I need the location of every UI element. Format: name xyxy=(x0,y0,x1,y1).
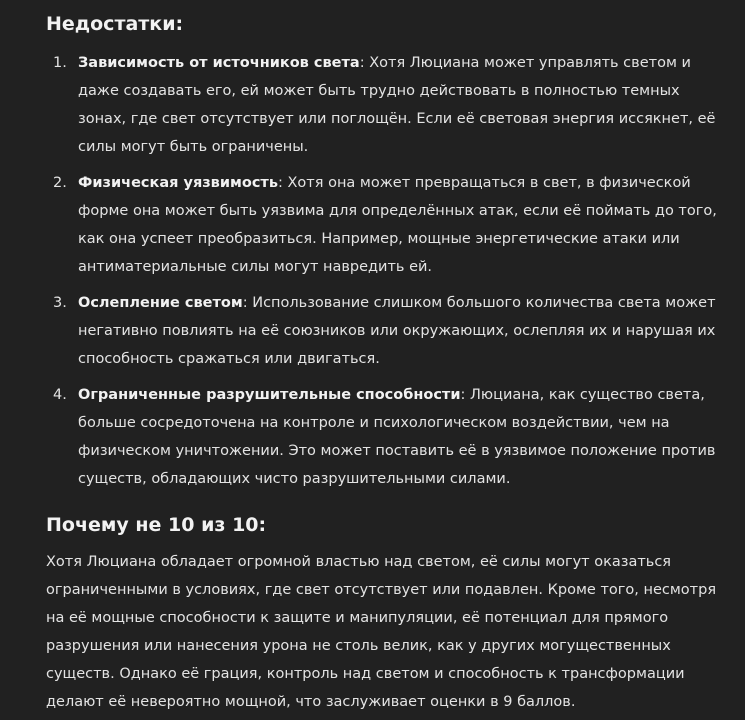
list-item xyxy=(46,169,727,281)
conclusion-paragraph: Хотя Люциана обладает огромной властью над светом, её силы могут оказаться ограниченными в условиях, где свет отсутствует или подавлен. Кроме того, несмотря на её мощные способности к защите и манипуляции, её потенциал для прямого разрушения или нанесения урона не столь велик, как у других могущественных существ. Однако её грация, контроль над светом и способность к трансформации делают её невероятно мощной, что заслуживает оценки в 9 баллов. xyxy=(46,554,717,710)
list-item-term: Ограниченные разрушительные способности xyxy=(78,387,461,403)
list-item-text: : Люциана, как существо света, больше сосредоточена на контроле и психологическом воздействии, чем на физическом уничтожении. Это может поставить её в уязвимое положение против существ, обладающих чисто разрушительными силами. xyxy=(78,387,716,487)
list-item xyxy=(46,49,727,161)
list-item-term: Зависимость от источников света xyxy=(78,55,360,71)
list-item-number: 1. xyxy=(53,55,67,71)
section-heading-drawbacks: Недостатки: xyxy=(46,13,184,35)
list-item-text: : Хотя она может превращаться в свет, в физической форме она может быть уязвима для определённых атак, если её поймать до того, как она успеет преобразиться. Например, мощные энергетические атаки или антиматериальные силы могут навредить ей. xyxy=(78,175,717,275)
list-item xyxy=(46,289,727,373)
list-item xyxy=(46,381,727,493)
list-item-text: : Хотя Люциана может управлять светом и даже создавать его, ей может быть трудно действовать в полностью темных зонах, где свет отсутствует или поглощён. Если её световая энергия иссякнет, её силы могут быть ограничены. xyxy=(78,55,716,155)
section-heading-why-not-ten: Почему не 10 из 10: xyxy=(46,514,267,536)
list-item-number: 3. xyxy=(53,295,67,311)
list-item-text: : Использование слишком большого количества света может негативно повлиять на её союзников или окружающих, ослепляя их и нарушая их способность сражаться или двигаться. xyxy=(78,295,716,367)
list-item-number: 2. xyxy=(53,175,67,191)
list-item-number: 4. xyxy=(53,387,67,403)
list-item-term: Физическая уязвимость xyxy=(78,175,278,191)
drawbacks-list xyxy=(46,49,727,493)
list-item-term: Ослепление светом xyxy=(78,295,243,311)
